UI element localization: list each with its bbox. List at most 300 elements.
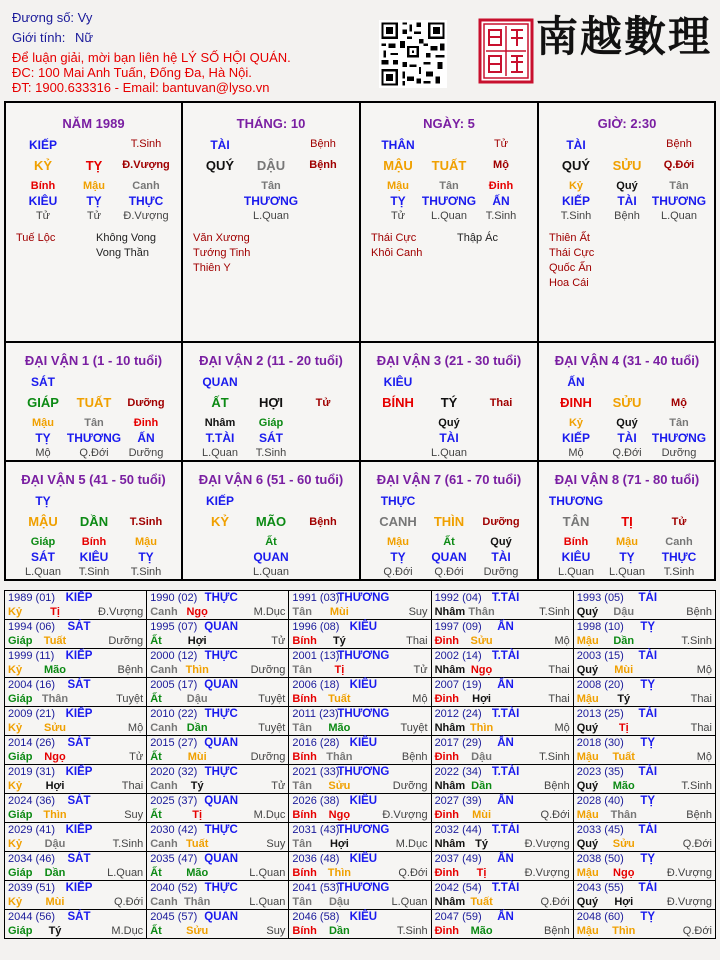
year-god: T.TÀI xyxy=(491,650,520,662)
year-cell[interactable] xyxy=(431,823,573,852)
year-branch: Thìn xyxy=(469,722,494,734)
year-truong-sinh: M.Dục xyxy=(253,606,286,618)
year-stem: Nhâm xyxy=(434,664,466,676)
year-branch: Dậu xyxy=(328,896,350,908)
year-truong-sinh: Thai xyxy=(406,635,428,647)
year-truong-sinh: Suy xyxy=(408,606,428,618)
year-branch: Tị xyxy=(50,606,60,618)
hidden-god: TỴ xyxy=(86,194,102,208)
dai-van-title: ĐẠI VẬN 6 (51 - 60 tuổi) xyxy=(198,472,344,487)
year-branch: Tuất xyxy=(185,838,209,850)
year-age: 2039 (51) xyxy=(8,882,56,894)
year-truong-sinh: Bệnh xyxy=(686,809,712,821)
year-cell[interactable] xyxy=(5,707,147,736)
year-age: 2026 (38) xyxy=(292,795,340,807)
star-item: Thiên Y xyxy=(193,262,231,274)
year-truong-sinh: Tử xyxy=(271,780,286,792)
year-cell[interactable] xyxy=(573,649,715,678)
year-stem: Canh xyxy=(150,722,178,734)
year-god: ẤN xyxy=(497,679,514,691)
hidden-state: Q.Đới xyxy=(383,566,413,578)
year-branch: Tuất xyxy=(470,896,493,908)
dai-van-4 xyxy=(539,343,715,460)
year-stem: Mậu xyxy=(576,751,599,763)
year-god: TỴ xyxy=(640,795,656,807)
year-god: TÀI xyxy=(638,650,658,662)
dai-van-branch: HỢI xyxy=(258,395,284,410)
year-stem: Ất xyxy=(150,809,162,821)
year-age: 2046 (58) xyxy=(292,911,340,923)
hidden-stem: Quý xyxy=(616,417,638,429)
year-branch: Tuất xyxy=(612,751,635,763)
year-cell[interactable] xyxy=(431,678,573,707)
year-god: T.TÀI xyxy=(491,882,520,894)
star-item: Thái Cực xyxy=(371,232,417,244)
year-truong-sinh: Tuyệt xyxy=(116,693,144,705)
year-cell[interactable] xyxy=(431,707,573,736)
year-cell[interactable] xyxy=(431,794,573,823)
dai-van-title: ĐẠI VẬN 4 (31 - 40 tuổi) xyxy=(554,353,700,368)
year-god: KIÊU xyxy=(349,911,378,923)
year-branch: Hợi xyxy=(187,635,207,647)
hidden-stem: Mậu xyxy=(616,536,638,548)
year-age: 2033 (45) xyxy=(576,824,624,836)
hidden-stem: Ất xyxy=(265,536,277,548)
year-truong-sinh: Suy xyxy=(266,925,286,937)
pillar-truong-sinh: Bệnh xyxy=(309,159,337,171)
year-truong-sinh: Thai xyxy=(121,780,144,792)
year-row xyxy=(5,794,716,823)
year-branch: Thìn xyxy=(43,809,67,821)
dai-van-6 xyxy=(183,462,359,581)
year-stem: Quý xyxy=(576,606,599,618)
year-cell[interactable] xyxy=(5,591,147,620)
year-god: T.TÀI xyxy=(491,766,520,778)
hidden-god: THƯƠNG xyxy=(651,431,707,445)
pillar-truong-sinh: Đ.Vượng xyxy=(122,159,170,171)
pillar-truong-sinh: Q.Đới xyxy=(663,159,695,171)
hidden-stem: Mậu xyxy=(387,180,409,192)
year-god: THƯƠNG xyxy=(337,708,390,720)
top-god: KIẾP xyxy=(28,138,58,152)
year-cell[interactable] xyxy=(5,881,147,910)
year-god: TỴ xyxy=(640,853,656,865)
year-stem: Giáp xyxy=(8,925,33,937)
pillar-label: NĂM xyxy=(62,116,93,131)
year-age: 2012 (24) xyxy=(434,708,482,720)
hidden-stem: Đinh xyxy=(133,417,159,429)
dai-van-god: KIẾP xyxy=(205,494,235,508)
year-cell[interactable] xyxy=(289,649,431,678)
heavenly-stem: KỶ xyxy=(33,158,53,173)
year-god: SÁT xyxy=(67,679,91,691)
year-stem: Kỷ xyxy=(8,838,23,850)
year-age: 2007 (19) xyxy=(434,679,482,691)
year-cell[interactable] xyxy=(147,852,289,881)
hidden-stem: Tân xyxy=(669,180,689,192)
year-row xyxy=(5,765,716,794)
year-age: 2002 (14) xyxy=(434,650,482,662)
year-cell[interactable] xyxy=(573,852,715,881)
year-cell[interactable] xyxy=(5,620,147,649)
year-cell[interactable] xyxy=(289,707,431,736)
year-branch: Dậu xyxy=(613,606,635,618)
year-god: QUAN xyxy=(204,911,239,923)
hidden-stem: Nhâm xyxy=(204,417,236,429)
dai-van-truong-sinh: Dưỡng xyxy=(127,397,165,409)
year-stem: Canh xyxy=(150,664,178,676)
year-branch: Sửu xyxy=(470,635,493,647)
dai-van-god: THƯƠNG xyxy=(548,494,604,508)
hidden-god: TỴ xyxy=(138,550,154,564)
year-branch: Mão xyxy=(612,780,635,792)
year-cell[interactable] xyxy=(5,736,147,765)
year-branch: Thân xyxy=(326,751,353,763)
year-cell[interactable] xyxy=(289,910,431,939)
year-god: TÀI xyxy=(638,592,658,604)
hidden-state: L.Quan xyxy=(557,566,595,578)
dai-van-truong-sinh: Dưỡng xyxy=(482,516,520,528)
year-god: KIẾP xyxy=(65,824,93,836)
year-truong-sinh: Q.Đới xyxy=(113,896,144,908)
year-truong-sinh: Bệnh xyxy=(401,751,428,763)
year-cell[interactable] xyxy=(431,881,573,910)
pillar-heading xyxy=(6,116,181,131)
year-stem: Quý xyxy=(576,722,599,734)
year-age: 2043 (55) xyxy=(576,882,624,894)
year-age: 1996 (08) xyxy=(292,621,340,633)
year-age: 1994 (06) xyxy=(8,621,56,633)
owner-name-label: Đương số: xyxy=(12,10,75,25)
year-age: 2019 (31) xyxy=(8,766,56,778)
year-cell[interactable] xyxy=(431,852,573,881)
year-stem: Quý xyxy=(576,780,599,792)
year-cell[interactable] xyxy=(5,794,147,823)
year-branch: Hợi xyxy=(329,838,349,850)
year-branch: Tị xyxy=(334,664,345,676)
year-age: 2016 (28) xyxy=(292,737,340,749)
gender-line xyxy=(12,30,93,46)
year-branch: Sửu xyxy=(328,780,351,792)
year-cell[interactable] xyxy=(573,910,715,939)
year-god: KIẾP xyxy=(65,650,93,662)
year-cell[interactable] xyxy=(289,765,431,794)
year-age: 2024 (36) xyxy=(8,795,56,807)
dai-van-god: TỴ xyxy=(35,494,51,508)
year-cell[interactable] xyxy=(289,794,431,823)
year-branch: Sửu xyxy=(186,925,209,937)
year-stem: Tân xyxy=(292,896,312,908)
hidden-state: Mộ xyxy=(568,447,584,459)
earthly-branch: TUẤT xyxy=(431,158,467,173)
year-cell[interactable] xyxy=(573,823,715,852)
year-cell[interactable] xyxy=(5,765,147,794)
hidden-god: KIÊU xyxy=(79,550,109,564)
year-truong-sinh: Q.Đới xyxy=(398,867,428,879)
year-branch: Dậu xyxy=(44,838,66,850)
year-cell[interactable] xyxy=(147,620,289,649)
year-branch: Tý xyxy=(332,635,346,647)
hidden-god: TỴ xyxy=(35,431,51,445)
year-truong-sinh: Đ.Vượng xyxy=(98,606,144,618)
year-stem: Ất xyxy=(150,925,162,937)
year-cell[interactable] xyxy=(289,736,431,765)
year-age: 2005 (17) xyxy=(150,679,198,691)
hidden-stem: Tân xyxy=(84,417,104,429)
year-truong-sinh: Dưỡng xyxy=(392,780,428,792)
heavenly-stem: MẬU xyxy=(383,158,413,173)
year-stem: Kỷ xyxy=(8,722,23,734)
year-row xyxy=(5,707,716,736)
year-age: 2017 (29) xyxy=(434,737,482,749)
hidden-state: L.Quan xyxy=(252,566,290,578)
year-truong-sinh: Tuyệt xyxy=(400,722,428,734)
hidden-god: THỰC xyxy=(128,194,164,208)
hidden-god: THƯƠNG xyxy=(421,194,477,208)
dai-van-title: ĐẠI VẬN 2 (11 - 20 tuổi) xyxy=(199,353,343,368)
year-cell[interactable] xyxy=(573,620,715,649)
year-branch: Tý xyxy=(617,693,631,705)
year-stem: Canh xyxy=(150,606,178,618)
year-age: 2022 (34) xyxy=(434,766,482,778)
year-branch: Dậu xyxy=(471,751,492,763)
year-cell[interactable] xyxy=(147,794,289,823)
year-cell[interactable] xyxy=(573,881,715,910)
year-stem: Đinh xyxy=(434,635,460,647)
year-stem: Bính xyxy=(292,751,317,763)
year-god: KIÊU xyxy=(349,795,378,807)
year-god: SÁT xyxy=(67,911,91,923)
top-truong-sinh: Bệnh xyxy=(310,138,336,150)
year-branch: Mão xyxy=(470,925,493,937)
hidden-god: T.TÀI xyxy=(205,431,235,445)
dai-van-title: ĐẠI VẬN 5 (41 - 50 tuổi) xyxy=(21,472,166,487)
year-stem: Kỷ xyxy=(8,606,23,618)
year-cell[interactable] xyxy=(147,591,289,620)
star-item: Tuế Lộc xyxy=(16,232,56,244)
year-stem: Mậu xyxy=(576,925,599,937)
year-age: 2028 (40) xyxy=(576,795,624,807)
year-cell[interactable] xyxy=(431,649,573,678)
year-cell[interactable] xyxy=(5,823,147,852)
year-truong-sinh: Dưỡng xyxy=(108,635,144,647)
year-stem: Đinh xyxy=(434,693,460,705)
year-age: 2013 (25) xyxy=(576,708,624,720)
year-truong-sinh: Suy xyxy=(124,809,144,821)
year-cell[interactable] xyxy=(431,765,573,794)
year-stem: Nhâm xyxy=(434,896,466,908)
year-cell[interactable] xyxy=(431,736,573,765)
year-stem: Nhâm xyxy=(434,780,466,792)
hidden-stem: Quý xyxy=(438,417,460,429)
year-stem: Bính xyxy=(292,867,317,879)
year-truong-sinh: Tử xyxy=(413,664,428,676)
year-truong-sinh: Thai xyxy=(690,722,712,734)
hidden-stem: Giáp xyxy=(258,417,284,429)
year-god: THƯƠNG xyxy=(337,824,390,836)
year-truong-sinh: Bệnh xyxy=(544,925,570,937)
year-god: THƯƠNG xyxy=(337,650,390,662)
year-branch: Hợi xyxy=(472,693,491,705)
hidden-state: L.Quan xyxy=(660,210,698,222)
year-branch: Tị xyxy=(476,867,487,879)
year-cell[interactable] xyxy=(431,620,573,649)
year-cell[interactable] xyxy=(289,823,431,852)
year-branch: Mùi xyxy=(614,664,634,676)
earthly-branch: TỴ xyxy=(85,158,103,173)
year-age: 2036 (48) xyxy=(292,853,340,865)
year-cell[interactable] xyxy=(289,620,431,649)
contact-line-1: Để luận giải, mời bạn liên hệ LÝ SỐ HỘI QUÁN. xyxy=(12,50,291,65)
year-truong-sinh: L.Quan xyxy=(107,867,144,879)
hidden-god: KIÊU xyxy=(561,550,591,564)
year-age: 2008 (20) xyxy=(576,679,624,691)
dai-van-branch: TÝ xyxy=(440,395,458,410)
year-cell[interactable] xyxy=(147,649,289,678)
year-row xyxy=(5,852,716,881)
dai-van-stem: KỶ xyxy=(210,514,230,529)
year-age: 1997 (09) xyxy=(434,621,482,633)
pillar-label: NGÀY: xyxy=(423,116,465,131)
top-truong-sinh: Bệnh xyxy=(666,138,692,150)
pillar-value: 10 xyxy=(290,116,306,131)
year-god: ẤN xyxy=(497,853,514,865)
year-stem: Giáp xyxy=(8,693,33,705)
year-cell[interactable] xyxy=(573,591,715,620)
year-cell[interactable] xyxy=(431,591,573,620)
pillar-day xyxy=(361,103,537,341)
year-cell[interactable] xyxy=(147,707,289,736)
year-age: 2031 (43) xyxy=(292,824,340,836)
year-god: KIẾP xyxy=(65,766,93,778)
year-stem: Tân xyxy=(292,664,312,676)
hidden-god: TÀI xyxy=(617,431,637,445)
year-truong-sinh: Tử xyxy=(129,751,144,763)
dai-van-2 xyxy=(183,343,359,460)
year-branch: Ngọ xyxy=(186,606,208,618)
year-age: 2042 (54) xyxy=(434,882,482,894)
year-stem: Bính xyxy=(292,693,317,705)
seal-stamp-icon xyxy=(478,18,534,84)
year-cell[interactable] xyxy=(147,736,289,765)
year-god: THỰC xyxy=(204,592,238,604)
year-god: ẤN xyxy=(497,911,514,923)
year-age: 2030 (42) xyxy=(150,824,198,836)
year-cell[interactable] xyxy=(289,591,431,620)
year-age: 2027 (39) xyxy=(434,795,482,807)
year-age: 2020 (32) xyxy=(150,766,198,778)
year-god: SÁT xyxy=(67,621,91,633)
year-cell[interactable] xyxy=(431,910,573,939)
hidden-god: KIẾP xyxy=(561,431,591,445)
year-branch: Tý xyxy=(48,925,62,937)
qr-code-icon[interactable] xyxy=(379,20,447,88)
year-stem: Đinh xyxy=(434,925,460,937)
year-age: 2038 (50) xyxy=(576,853,624,865)
year-age: 2004 (16) xyxy=(8,679,56,691)
year-cell[interactable] xyxy=(5,910,147,939)
year-cell[interactable] xyxy=(147,881,289,910)
year-cell[interactable] xyxy=(573,707,715,736)
year-cell[interactable] xyxy=(147,910,289,939)
pillar-heading xyxy=(361,116,537,131)
dai-van-stem: ẤT xyxy=(211,395,229,410)
year-god: T.TÀI xyxy=(491,824,520,836)
contact-line-3: ĐT: 1900.633316 - Email: bantuvan@lyso.vn xyxy=(12,80,270,95)
top-god: THÂN xyxy=(381,138,415,152)
year-god: THỰC xyxy=(204,824,238,836)
hidden-state: T.Sinh xyxy=(255,447,287,459)
year-branch: Tị xyxy=(618,722,629,734)
year-god: TÀI xyxy=(638,708,658,720)
dai-van-branch: SỬU xyxy=(612,395,642,410)
year-cell[interactable] xyxy=(289,852,431,881)
year-stem: Tân xyxy=(292,838,312,850)
year-cell[interactable] xyxy=(573,794,715,823)
year-cell[interactable] xyxy=(5,852,147,881)
year-row xyxy=(5,649,716,678)
year-branch: Dần xyxy=(44,867,66,879)
year-stem: Mậu xyxy=(576,635,599,647)
dai-van-branch: TUẤT xyxy=(76,395,112,410)
year-cell[interactable] xyxy=(289,881,431,910)
year-god: ẤN xyxy=(497,795,514,807)
year-age: 2045 (57) xyxy=(150,911,198,923)
year-stem: Canh xyxy=(150,896,178,908)
hidden-god: THƯƠNG xyxy=(651,194,707,208)
year-branch: Sửu xyxy=(612,838,635,850)
hidden-god: QUAN xyxy=(431,550,467,564)
year-god: T.TÀI xyxy=(491,708,520,720)
year-branch: Tuất xyxy=(43,635,67,647)
year-branch: Dần xyxy=(186,722,208,734)
hidden-stem: Tân xyxy=(669,417,689,429)
annual-luck-grid xyxy=(4,590,716,939)
year-cell[interactable] xyxy=(289,678,431,707)
year-cell[interactable] xyxy=(573,765,715,794)
dai-van-title: ĐẠI VẬN 3 (21 - 30 tuổi) xyxy=(376,353,522,368)
year-cell[interactable] xyxy=(147,823,289,852)
year-god: QUAN xyxy=(204,795,239,807)
year-branch: Mùi xyxy=(329,606,349,618)
hidden-state: T.Sinh xyxy=(130,566,162,578)
year-cell[interactable] xyxy=(573,678,715,707)
year-stem: Đinh xyxy=(434,809,460,821)
year-branch: Tý xyxy=(190,780,204,792)
year-cell[interactable] xyxy=(5,649,147,678)
year-branch: Mùi xyxy=(472,809,492,821)
dai-van-branch: THÌN xyxy=(433,514,465,529)
year-cell[interactable] xyxy=(147,765,289,794)
dai-van-7 xyxy=(361,462,537,581)
year-age: 2029 (41) xyxy=(8,824,56,836)
year-row xyxy=(5,678,716,707)
year-age: 2032 (44) xyxy=(434,824,482,836)
year-god: KIẾP xyxy=(65,592,93,604)
year-cell[interactable] xyxy=(5,678,147,707)
year-truong-sinh: Q.Đới xyxy=(682,925,712,937)
year-branch: Ngọ xyxy=(44,751,66,763)
hidden-god: THƯƠNG xyxy=(66,431,122,445)
earthly-branch: DẬU xyxy=(256,158,286,173)
year-cell[interactable] xyxy=(147,678,289,707)
year-god: SÁT xyxy=(67,795,91,807)
dai-van-stem: MẬU xyxy=(28,514,58,529)
year-branch: Dần xyxy=(613,635,635,647)
earthly-branch: SỬU xyxy=(612,158,642,173)
year-cell[interactable] xyxy=(573,736,715,765)
heavenly-stem: QUÝ xyxy=(205,158,235,173)
